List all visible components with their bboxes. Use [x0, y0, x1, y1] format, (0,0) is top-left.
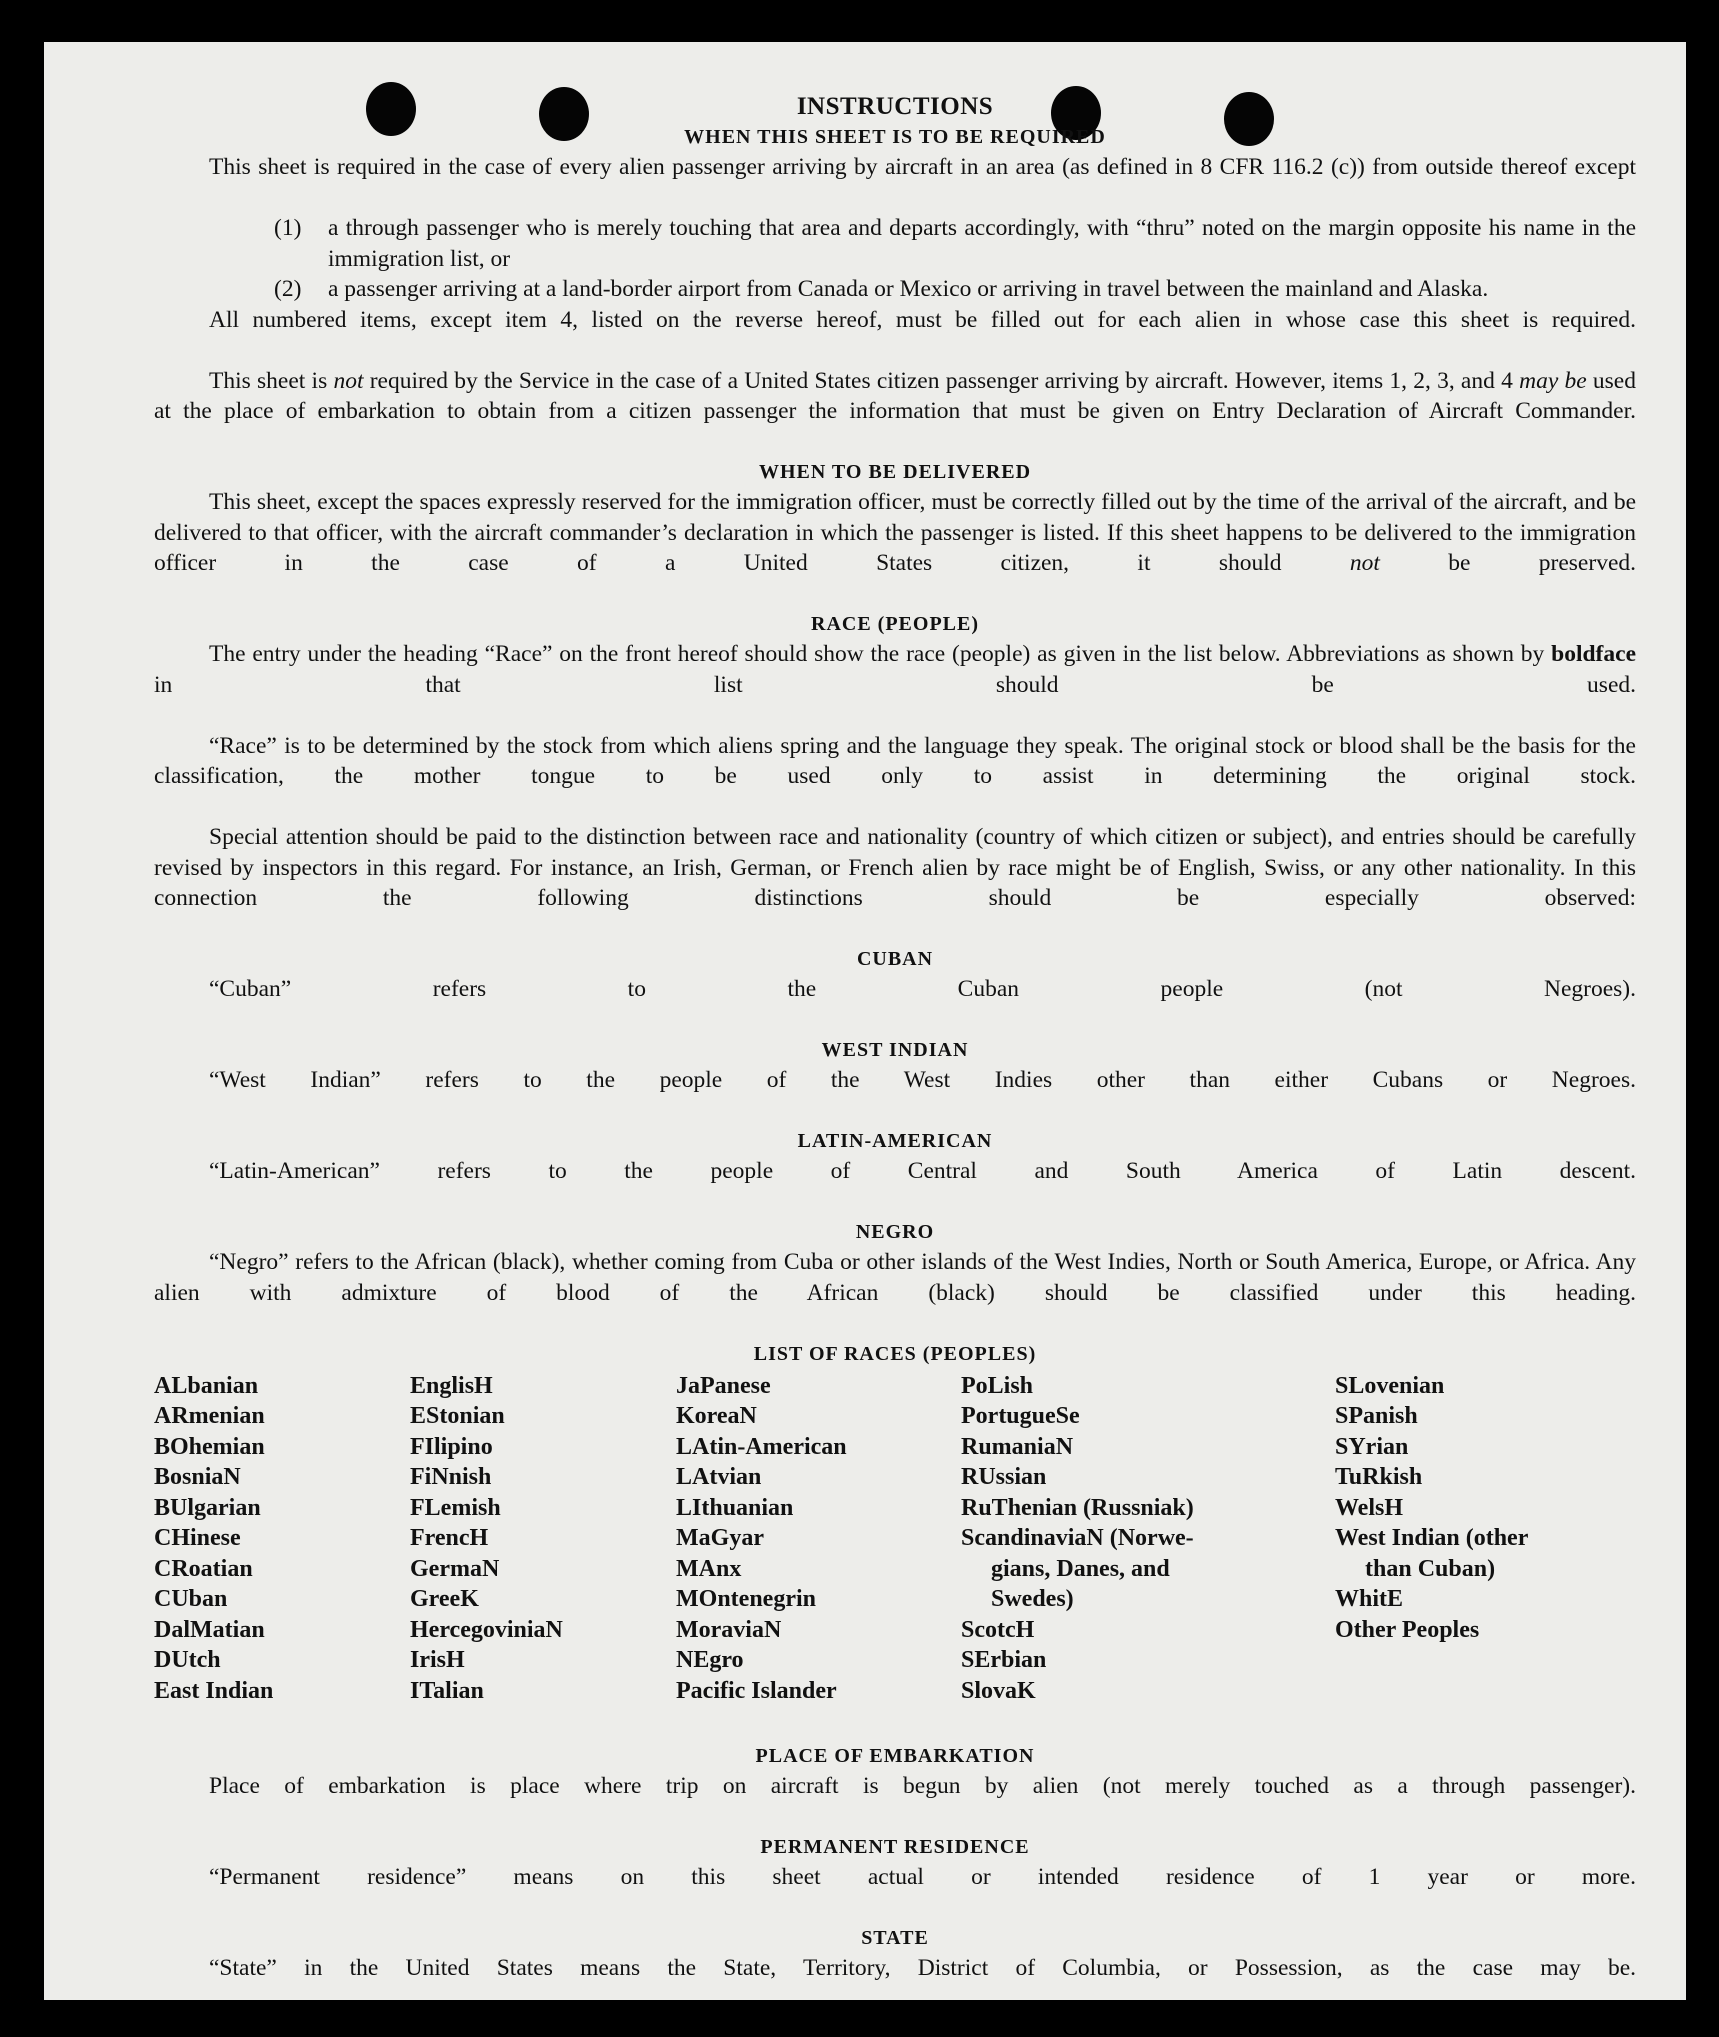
race-entry: CHinese [154, 1525, 241, 1551]
race-column [154, 1371, 273, 1707]
paragraph: “Cuban” refers to the Cuban people (not Negroes). [209, 976, 1636, 1002]
section-title-delivered: WHEN TO BE DELIVERED [758, 461, 1032, 483]
race-entry: BosniaN [154, 1464, 241, 1490]
race-entry: PortugueSe [961, 1403, 1080, 1429]
emphasis: not [333, 367, 364, 394]
race-entry: GreeK [410, 1586, 479, 1612]
paragraph: Place of embarkation is place where trip on aircraft is begun by alien (not merely touched as a through passenger). [209, 1772, 1636, 1799]
race-entry: RumaniaN [961, 1433, 1074, 1460]
race-entry: SPanish [1335, 1403, 1418, 1429]
race-entry: ARmenian [154, 1403, 265, 1429]
race-entry: BUlgarian [154, 1494, 261, 1521]
list-item-text: a passenger arriving at a land-border airport from Canada or Mexico or arriving in travel between the mainland and Alaska. [328, 276, 1489, 302]
race-entry: RuThenian (Russniak) [961, 1494, 1194, 1521]
text-span: The entry under the heading “Race” on the front hereof should show the race (people) as given in the list below. Abbreviations as shown by [209, 641, 1552, 667]
section-title-race: RACE (PEOPLE) [811, 613, 979, 635]
section-title-required: WHEN THIS SHEET IS TO BE REQUIRED [684, 126, 1106, 148]
text-span: This sheet is [209, 367, 334, 394]
race-entry: CRoatian [154, 1555, 253, 1582]
race-entry: WhitE [1335, 1586, 1404, 1612]
race-entry: SErbian [961, 1647, 1047, 1673]
race-entry: MaGyar [676, 1525, 764, 1551]
race-entry: MoraviaN [676, 1616, 782, 1643]
race-column [676, 1371, 847, 1707]
paragraph: “Permanent residence” means on this sheet actual or intended residence of 1 year or more. [209, 1863, 1636, 1890]
race-entry: KoreaN [676, 1403, 757, 1429]
race-column [410, 1371, 563, 1707]
list-number: (1) [274, 215, 302, 241]
instructions-body [154, 92, 1636, 2000]
race-entry: CUban [154, 1586, 228, 1612]
race-entry: FrencH [410, 1525, 489, 1551]
race-entry: TuRkish [1335, 1464, 1423, 1490]
paragraph [154, 366, 1636, 458]
race-entry: Pacific Islander [676, 1677, 837, 1704]
text-span: required by the Service in the case of a United States citizen passenger arriving by aircraft. However, items 1, 2, 3, and 4 [363, 367, 1520, 394]
race-entry: Other Peoples [1335, 1616, 1480, 1643]
race-entry: RUssian [961, 1464, 1047, 1490]
race-entry: Swedes) [991, 1586, 1074, 1612]
section-title-list: LIST OF RACES (PEOPLES) [753, 1342, 1037, 1365]
race-entry: than Cuban) [1365, 1555, 1496, 1582]
text-span: be preserved. [1379, 550, 1636, 576]
paragraph: “State” in the United States means the State, Territory, District of Columbia, or Possession, as the case may be. [209, 1954, 1636, 1981]
race-entry: EnglisH [410, 1372, 493, 1399]
paragraph: This sheet is required in the case of every alien passenger arriving by aircraft in an area (as defined in 8 CFR 116.2 (c)) from outside thereof except [209, 154, 1636, 180]
race-entry: NEgro [676, 1647, 744, 1673]
section-title-negro: NEGRO [855, 1221, 935, 1243]
race-entry: ALbanian [154, 1372, 259, 1399]
race-entry: gians, Danes, and [991, 1555, 1170, 1582]
list-item-text: a through passenger who is merely touching that area and departs accordingly, with “thru” noted on the margin opposite his name in the immigration list, or [328, 215, 1636, 272]
race-entry: LAtvian [676, 1464, 762, 1490]
race-entry: BOhemian [154, 1433, 265, 1460]
page-title: INSTRUCTIONS [796, 93, 994, 120]
race-entry: SlovaK [961, 1677, 1036, 1704]
race-entry: HercegoviniaN [410, 1616, 563, 1643]
race-entry: GermaN [410, 1555, 500, 1582]
race-entry: JaPanese [676, 1372, 771, 1399]
race-entry: EStonian [410, 1403, 505, 1429]
emphasis: may be [1519, 367, 1587, 394]
race-column [961, 1371, 1194, 1707]
race-entry: East Indian [154, 1677, 274, 1704]
race-entry: WelsH [1335, 1494, 1404, 1521]
paragraph [154, 487, 1636, 609]
section-title-embarkation: PLACE OF EMBARKATION [755, 1744, 1035, 1767]
race-entry: IrisH [410, 1647, 465, 1673]
text-span: in that list should be used. [154, 671, 1636, 698]
race-entry: SLovenian [1335, 1372, 1445, 1399]
race-entry: ScotcH [961, 1616, 1035, 1643]
list-item [154, 213, 1636, 274]
section-title-latin-american: LATIN-AMERICAN [797, 1130, 993, 1152]
paragraph: “West Indian” refers to the people of the West Indies other than either Cubans or Negroes. [209, 1067, 1636, 1093]
race-list [154, 1371, 1636, 1741]
race-entry: ITalian [410, 1677, 484, 1704]
race-entry: West Indian (other [1335, 1525, 1529, 1551]
text-span: This sheet, except the spaces expressly reserved for the immigration officer, must be correctly filled out by the time of the arrival of the aircraft, and be delivered to that officer, with the aircraft commander’s declaration in which the passenger is listed. If this sheet happens to be delivered to the immigration officer in the case of a United States citizen, it should [154, 489, 1636, 576]
paragraph: “Negro” refers to the African (black), whether coming from Cuba or other islands of the West Indies, North or South America, Europe, or Africa. Any alien with admixture of blood of the African (black) should be classified under this heading. [154, 1249, 1636, 1306]
bold-text: boldface [1551, 641, 1636, 667]
race-entry: FIlipino [410, 1433, 493, 1460]
race-entry: LAtin-American [676, 1433, 847, 1460]
race-entry: FLemish [410, 1494, 501, 1521]
race-entry: MOntenegrin [676, 1586, 816, 1612]
race-entry: DalMatian [154, 1616, 265, 1643]
section-title-residence: PERMANENT RESIDENCE [760, 1835, 1030, 1858]
race-column [1335, 1371, 1528, 1646]
list-number: (2) [274, 276, 302, 302]
paragraph [154, 639, 1636, 731]
paragraph: “Latin-American” refers to the people of Central and South America of Latin descent. [209, 1158, 1636, 1184]
paragraph: Special attention should be paid to the distinction between race and nationality (country of which citizen or subject), and entries should be carefully revised by inspectors in this regard. For instance, an Irish, German, or French alien by race might be of English, Swiss, or any other nationality. In this connection the following distinctions should be especially observed: [154, 824, 1636, 911]
list-item [154, 274, 1636, 305]
section-title-state: STATE [861, 1926, 929, 1949]
race-entry: DUtch [154, 1647, 221, 1673]
race-entry: SYrian [1335, 1433, 1409, 1460]
race-entry: MAnx [676, 1555, 742, 1582]
document-page [44, 42, 1686, 2000]
race-entry: LIthuanian [676, 1494, 794, 1521]
emphasis: not [1349, 550, 1380, 576]
race-entry: PoLish [961, 1372, 1034, 1399]
section-title-west-indian: WEST INDIAN [821, 1039, 969, 1061]
text-span: used at the place of embarkation to obtain from a citizen passenger the information that must be given on Entry Declaration of Aircraft Commander. [154, 367, 1636, 424]
paragraph: “Race” is to be determined by the stock from which aliens spring and the language they speak. The original stock or blood shall be the basis for the classification, the mother tongue to be used only to assist in determining the original stock. [154, 732, 1636, 789]
race-entry: ScandinaviaN (Norwe- [961, 1525, 1194, 1551]
section-title-cuban: CUBAN [856, 948, 934, 970]
paragraph: All numbered items, except item 4, listed on the reverse hereof, must be filled out for each alien in whose case this sheet is required. [209, 306, 1636, 333]
race-entry: FiNnish [410, 1464, 492, 1490]
